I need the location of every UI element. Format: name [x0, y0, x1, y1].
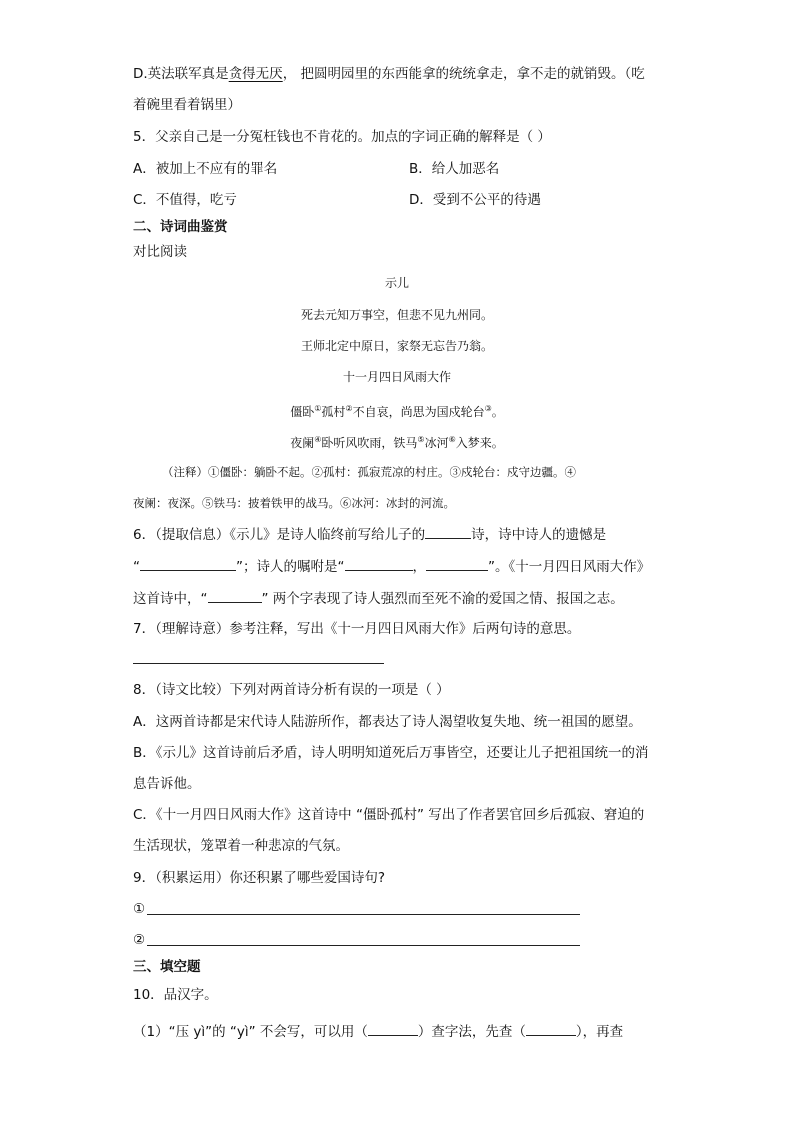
q5-option-b: B．给人加恶名: [409, 161, 500, 177]
q6-line2: [133, 556, 650, 577]
q6-blank-poem-type[interactable]: [425, 524, 471, 539]
note-marker: ④: [314, 435, 322, 444]
q8-option-a: A．这两首诗都是宋代诗人陆游所作，都表达了诗人渴望收复失地、统一祖国的愿望。: [133, 714, 642, 730]
q10-part1: [133, 1021, 623, 1042]
q7-stem: 7．（理解诗意）参考注释，写出《十一月四日风雨大作》后两句诗的意思。: [133, 621, 581, 637]
note-marker: ⑥: [448, 435, 456, 444]
q4-option-d-line2: 着碗里看着锅里）: [133, 97, 241, 113]
q6-text: “: [133, 559, 140, 575]
q5-option-d: D．受到不公平的待遇: [409, 192, 541, 208]
q10-text: （1）“压 yì”的 “yì” 不会写，可以用（: [133, 1024, 368, 1040]
poem2-text: 卧听风吹雨，铁马: [321, 436, 418, 450]
q6-line3: [133, 588, 624, 609]
q8-option-b-line2: 息告诉他。: [133, 776, 201, 792]
q6-text: ，: [412, 559, 426, 575]
q9-stem: 9．（积累运用）你还积累了哪些爱国诗句?: [133, 870, 386, 886]
q5-option-a: A．被加上不应有的罪名: [133, 161, 278, 177]
poem2-text: 不自哀，尚思为国戍轮台: [352, 405, 485, 419]
q8-option-c-line1: C．《十一月四日风雨大作》这首诗中 “僵卧孤村” 写出了作者罢官回乡后孤寂、窘迫的: [133, 807, 645, 823]
q6-text: 这首诗中，“: [133, 591, 208, 607]
q4-d-rest: ， 把圆明园里的东西能拿的统统拿走，拿不走的就销毁。（吃: [282, 66, 645, 82]
note-marker: ②: [345, 404, 353, 413]
q10-stem: 10．品汉字。: [133, 987, 218, 1003]
q4-option-d: [133, 64, 645, 84]
q6-blank-instruction-1[interactable]: [345, 556, 413, 571]
poem2-text: 冰河: [424, 436, 449, 450]
q9-answer-line-2[interactable]: [147, 945, 580, 946]
q9-answer-line-1[interactable]: [147, 914, 580, 915]
q9-marker-2: ②: [133, 932, 146, 948]
q10-text: ）查字法，先查（: [417, 1024, 526, 1040]
poem-notes-line1: （注释）①僵卧：躺卧不起。②孤村：孤寂荒凉的村庄。③戍轮台：戍守边疆。④: [162, 465, 576, 479]
section3-title: 三、填空题: [133, 959, 201, 975]
poem2-text: 。: [491, 405, 504, 419]
q9-marker-1: ①: [133, 901, 146, 917]
note-marker: ③: [484, 404, 492, 413]
q6-blank-regret[interactable]: [140, 556, 236, 571]
poem1-title: 示儿: [384, 276, 409, 290]
poem-notes-line2: 夜阑：夜深。⑤铁马：披着铁甲的战马。⑥冰河：冰封的河流。: [133, 496, 455, 510]
q6-blank-two-chars[interactable]: [208, 588, 262, 603]
q6-text: 诗，诗中诗人的遗憾是: [471, 527, 607, 543]
note-marker: ⑤: [417, 435, 425, 444]
q7-answer-line[interactable]: [133, 663, 384, 664]
q8-option-c-line2: 生活现状，笼罩着一种悲凉的气氛。: [133, 838, 349, 854]
poem2-line2: [0, 431, 794, 452]
q6-text: ” 两个字表现了诗人强烈而至死不渝的爱国之情、报国之志。: [261, 591, 624, 607]
section2-title: 二、诗词曲鉴赏: [133, 219, 228, 235]
q6-text: ”。《十一月四日风雨大作》: [488, 559, 651, 575]
q6-line1: [133, 524, 606, 545]
q10-blank-method[interactable]: [368, 1021, 418, 1036]
poem2-line1: [0, 400, 794, 421]
q5-stem: 5．父亲自己是一分冤枉钱也不肯花的。加点的字词正确的解释是（ ）: [133, 129, 551, 145]
poem2-text: 夜阑: [290, 436, 315, 450]
q6-text: ”；诗人的嘱咐是“: [236, 559, 345, 575]
poem1-line1: 死去元知万事空，但悲不见九州同。: [300, 308, 493, 322]
q4-d-prefix: D.英法联军真是: [133, 66, 229, 82]
q8-stem: 8．（诗文比较）下列对两首诗分析有误的一项是（ ）: [133, 682, 450, 698]
note-marker: ①: [314, 404, 322, 413]
q6-text: 6．（提取信息）《示儿》是诗人临终前写给儿子的: [133, 527, 426, 543]
q4-d-underlined: 贪得无厌: [228, 66, 283, 82]
q6-blank-instruction-2[interactable]: [426, 556, 488, 571]
poem1-line2: 王师北定中原日，家祭无忘告乃翁。: [300, 339, 493, 353]
q10-text: ），再查: [575, 1024, 624, 1040]
poem2-text: 僵卧: [290, 405, 315, 419]
q10-blank-first-lookup[interactable]: [526, 1021, 576, 1036]
q8-option-b-line1: B．《示儿》这首诗前后矛盾，诗人明明知道死后万事皆空，还要让儿子把祖国统一的消: [133, 745, 649, 761]
poem2-text: 入梦来。: [455, 436, 504, 450]
q5-option-c: C．不值得，吃亏: [133, 192, 237, 208]
poem2-text: 孤村: [321, 405, 346, 419]
poem2-title: 十一月四日风雨大作: [342, 370, 451, 384]
section2-intro: 对比阅读: [133, 244, 187, 260]
